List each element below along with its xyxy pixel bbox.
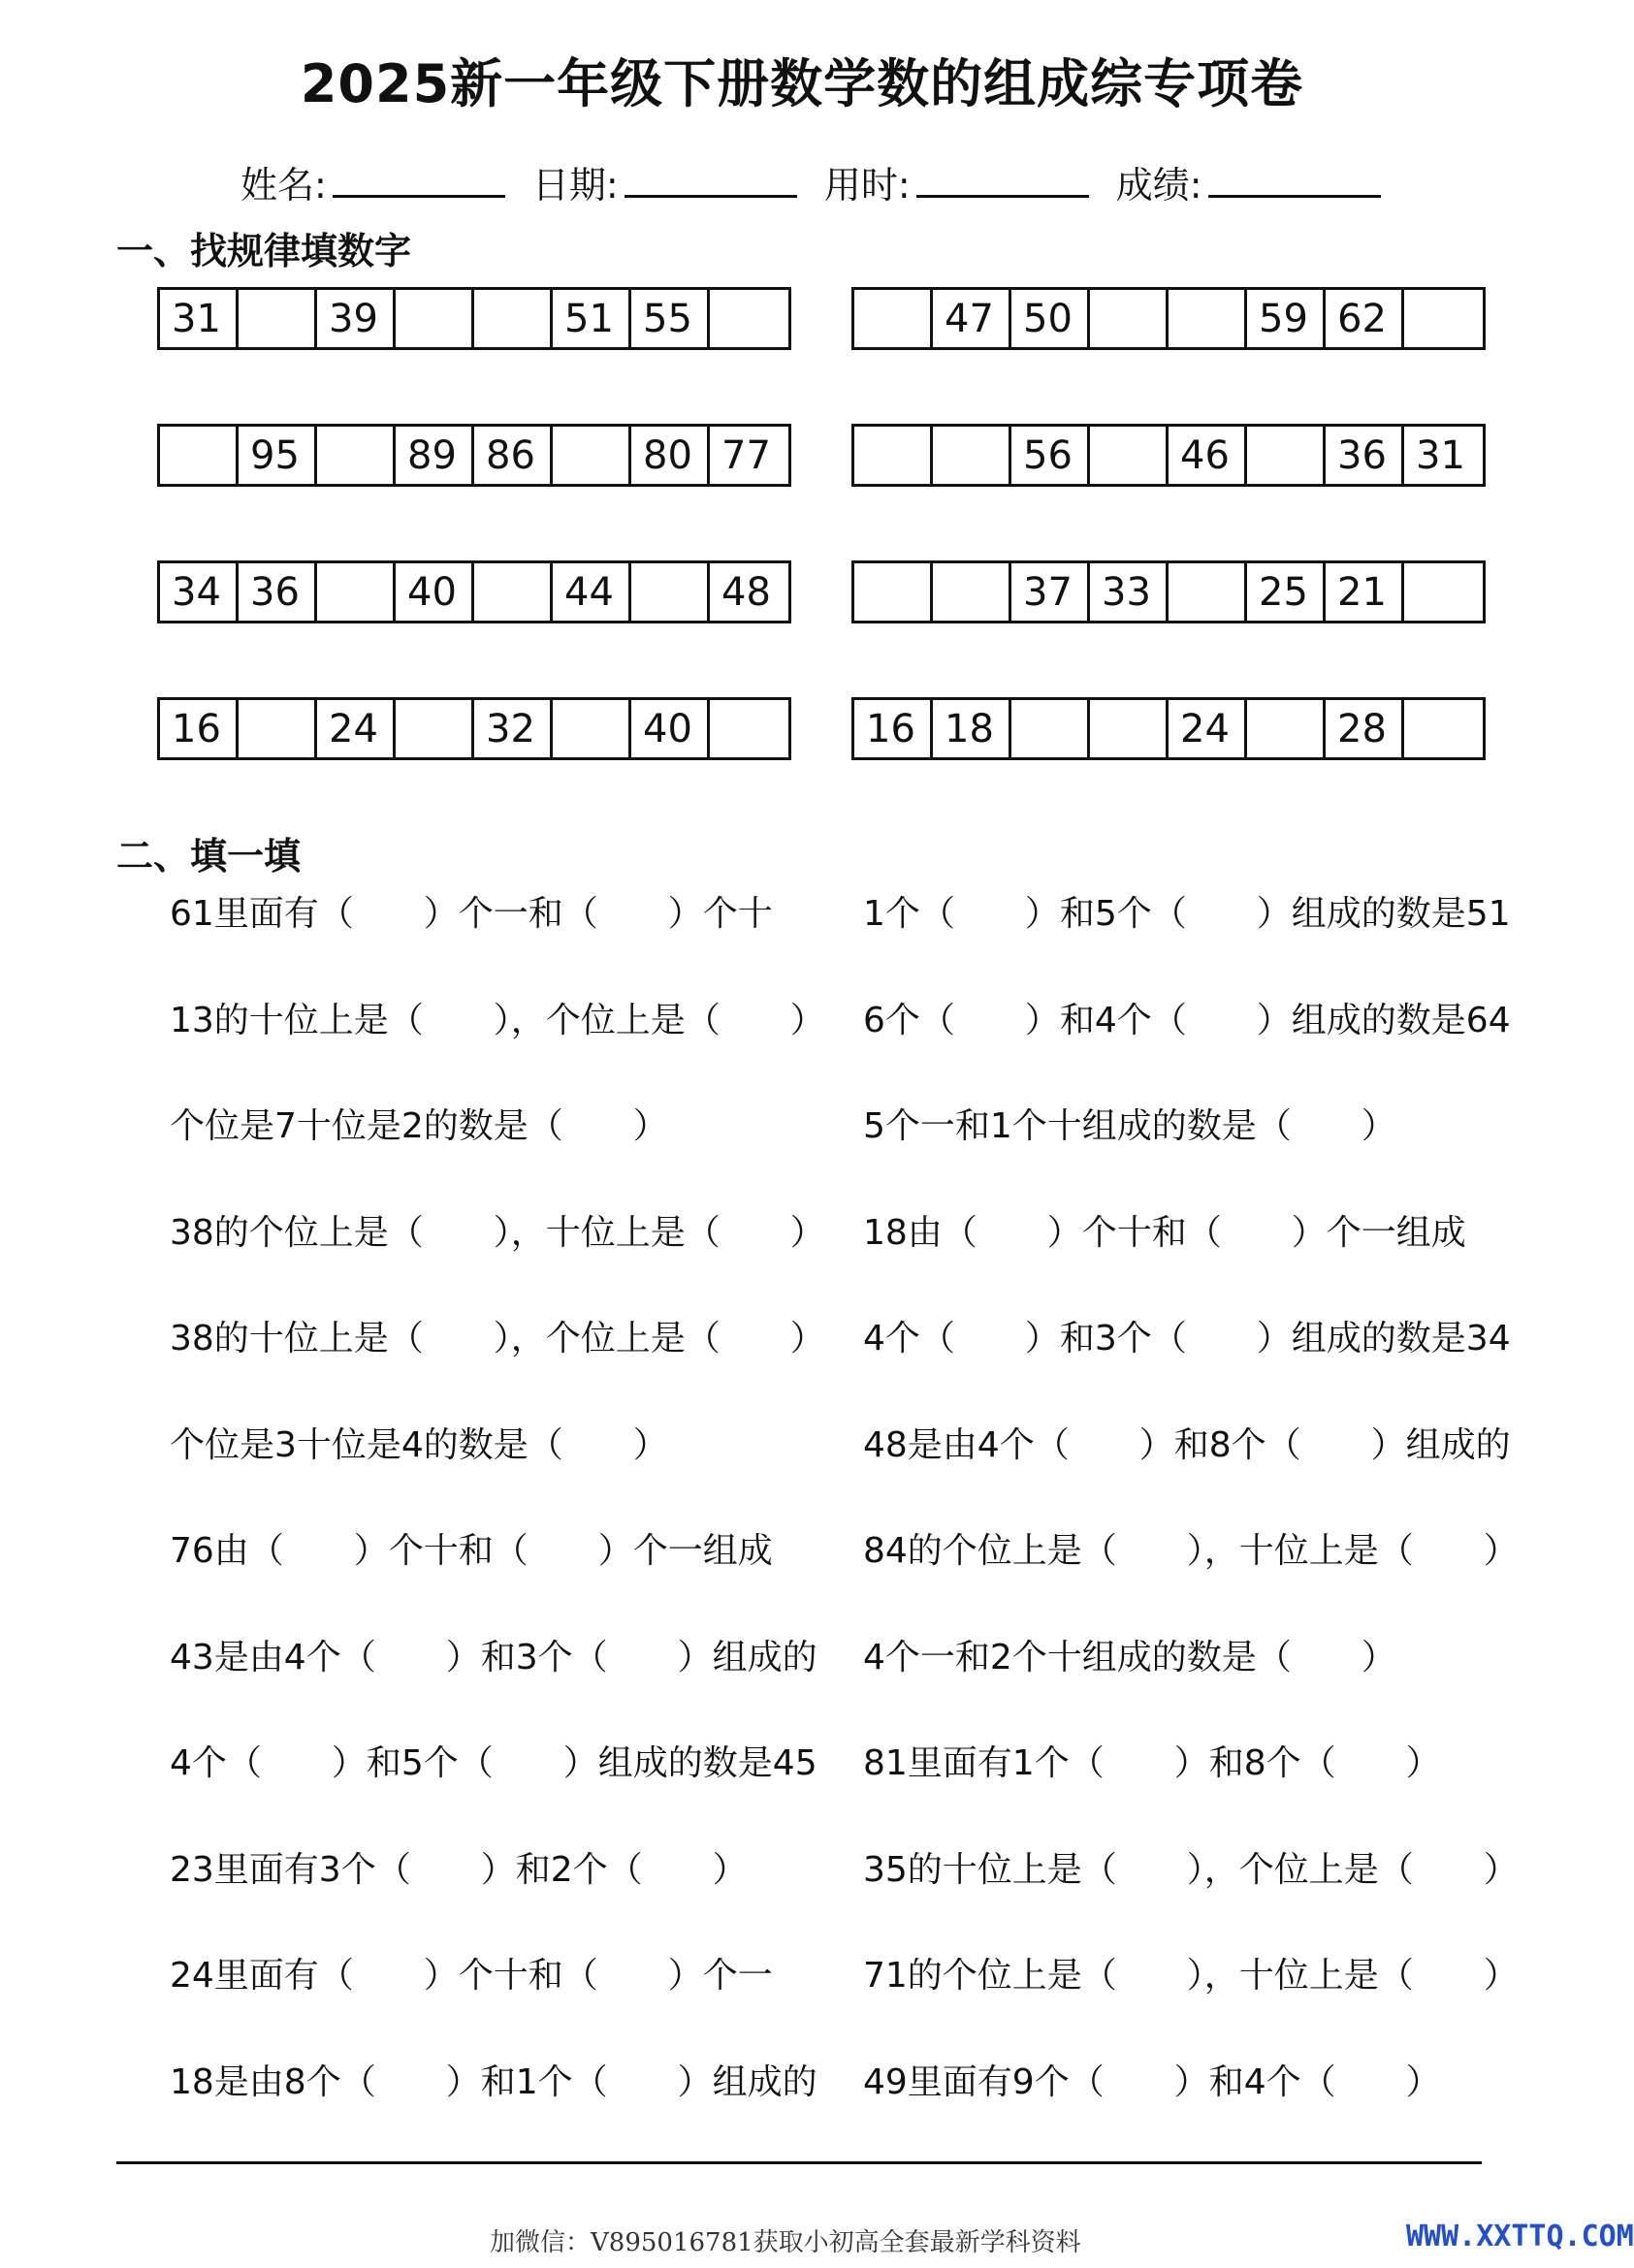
blank-cell[interactable] [396,290,474,347]
section2-heading: 二、填一填 [116,835,302,878]
question-4-left: 38的个位上是（ ），十位上是（ ） [170,1213,825,1253]
blank-cell[interactable] [317,427,396,484]
blank-cell[interactable] [854,290,933,347]
blank-cell[interactable] [317,563,396,621]
score-blank[interactable] [1208,166,1381,198]
number-cell: 55 [631,290,710,347]
question-9-right: 81里面有1个（ ）和8个（ ） [863,1743,1441,1783]
time-blank[interactable] [916,166,1089,198]
number-cell: 47 [933,290,1011,347]
question-1-right: 1个（ ）和5个（ ）组成的数是51 [863,894,1511,934]
number-cell: 36 [239,563,317,621]
number-cell: 39 [317,290,396,347]
section1-heading: 一、找规律填数字 [116,230,412,272]
pattern-row-1-right [851,287,1486,350]
blank-cell[interactable] [933,563,1011,621]
number-cell: 32 [474,700,553,757]
number-cell: 51 [553,290,631,347]
blank-cell[interactable] [1404,700,1483,757]
date-label: 日期: [531,164,619,207]
number-cell: 86 [474,427,553,484]
question-2-left: 13的十位上是（ ），个位上是（ ） [170,1001,825,1040]
blank-cell[interactable] [1090,427,1169,484]
question-4-right: 18由（ ）个十和（ ）个一组成 [863,1213,1466,1253]
question-2-right: 6个（ ）和4个（ ）组成的数是64 [863,1001,1511,1040]
student-info-row [240,155,1396,208]
blank-cell[interactable] [1247,700,1326,757]
pattern-row-4-left [157,697,791,760]
number-cell: 44 [553,563,631,621]
number-cell: 24 [317,700,396,757]
question-12-left: 18是由8个（ ）和1个（ ）组成的 [170,2062,817,2102]
page-title: 2025新一年级下册数学数的组成综专项卷 [300,53,1304,114]
number-cell: 56 [1011,427,1090,484]
name-blank[interactable] [333,166,505,198]
number-cell: 48 [721,570,771,615]
blank-cell[interactable] [1090,290,1169,347]
pattern-row-2-right [851,424,1486,487]
number-cell: 18 [933,700,1011,757]
question-12-right: 49里面有9个（ ）和4个（ ） [863,2062,1441,2102]
pattern-row-3-right [851,560,1486,623]
blank-cell[interactable] [160,427,239,484]
blank-cell[interactable] [474,563,553,621]
question-5-left: 38的十位上是（ ），个位上是（ ） [170,1319,825,1358]
time-label: 用时: [823,164,911,207]
pattern-row-1-left [157,287,791,350]
question-6-left: 个位是3十位是4的数是（ ） [170,1425,668,1465]
number-cell: 31 [1416,433,1465,478]
question-11-left: 24里面有（ ）个十和（ ）个一 [170,1956,773,1996]
number-cell: 59 [1247,290,1326,347]
date-blank[interactable] [625,166,797,198]
blank-cell[interactable] [1011,700,1090,757]
blank-cell[interactable] [239,700,317,757]
number-cell: 46 [1169,427,1247,484]
blank-cell[interactable] [1247,427,1326,484]
question-7-right: 84的个位上是（ ），十位上是（ ） [863,1531,1519,1571]
number-cell: 25 [1247,563,1326,621]
number-cell: 34 [160,563,239,621]
time-field[interactable] [824,155,1089,208]
number-cell: 31 [160,290,239,347]
question-11-right: 71的个位上是（ ），十位上是（ ） [863,1956,1519,1996]
number-cell: 36 [1326,427,1404,484]
number-cell: 24 [1169,700,1247,757]
date-field[interactable] [532,155,797,208]
footer-note: 加微信：V895016781获取小初高全套最新学科资料 [490,2228,1081,2257]
bottom-divider [116,2161,1482,2164]
blank-cell[interactable] [1404,290,1483,347]
blank-cell[interactable] [1090,700,1169,757]
question-6-right: 48是由4个（ ）和8个（ ）组成的 [863,1425,1511,1465]
question-7-left: 76由（ ）个十和（ ）个一组成 [170,1531,773,1571]
name-label: 姓名: [240,164,327,207]
number-cell: 62 [1326,290,1404,347]
footer-site: WWW.XXTTQ.COM [1406,2220,1634,2253]
blank-cell[interactable] [553,427,631,484]
number-cell: 77 [721,433,771,478]
blank-cell[interactable] [854,563,933,621]
number-cell: 95 [239,427,317,484]
question-8-left: 43是由4个（ ）和3个（ ）组成的 [170,1638,817,1677]
number-cell: 37 [1011,563,1090,621]
question-5-right: 4个（ ）和3个（ ）组成的数是34 [863,1319,1511,1358]
question-8-right: 4个一和2个十组成的数是（ ） [863,1638,1396,1677]
blank-cell[interactable] [933,427,1011,484]
question-9-left: 4个（ ）和5个（ ）组成的数是45 [170,1743,817,1783]
blank-cell[interactable] [239,290,317,347]
blank-cell[interactable] [854,427,933,484]
number-cell: 16 [854,700,933,757]
blank-cell[interactable] [710,700,788,757]
name-field[interactable] [240,155,505,208]
number-cell: 89 [396,427,474,484]
number-cell: 21 [1326,563,1404,621]
number-cell: 16 [160,700,239,757]
score-field[interactable] [1116,155,1381,208]
score-label: 成绩: [1115,164,1202,207]
number-cell: 80 [631,427,710,484]
blank-cell[interactable] [396,700,474,757]
number-cell: 50 [1011,290,1090,347]
blank-cell[interactable] [1169,563,1247,621]
question-3-left: 个位是7十位是2的数是（ ） [170,1106,668,1146]
question-3-right: 5个一和1个十组成的数是（ ） [863,1106,1396,1146]
blank-cell[interactable] [474,290,553,347]
pattern-row-2-left [157,424,791,487]
blank-cell[interactable] [1404,563,1483,621]
pattern-row-3-left [157,560,791,623]
number-cell: 40 [631,700,710,757]
blank-cell[interactable] [1169,290,1247,347]
question-1-left: 61里面有（ ）个一和（ ）个十 [170,894,773,934]
pattern-row-4-right [851,697,1486,760]
number-cell: 28 [1326,700,1404,757]
blank-cell[interactable] [553,700,631,757]
blank-cell[interactable] [631,563,710,621]
question-10-left: 23里面有3个（ ）和2个（ ） [170,1850,748,1890]
number-cell: 33 [1090,563,1169,621]
number-cell: 40 [396,563,474,621]
blank-cell[interactable] [710,290,788,347]
question-10-right: 35的十位上是（ ），个位上是（ ） [863,1850,1519,1890]
